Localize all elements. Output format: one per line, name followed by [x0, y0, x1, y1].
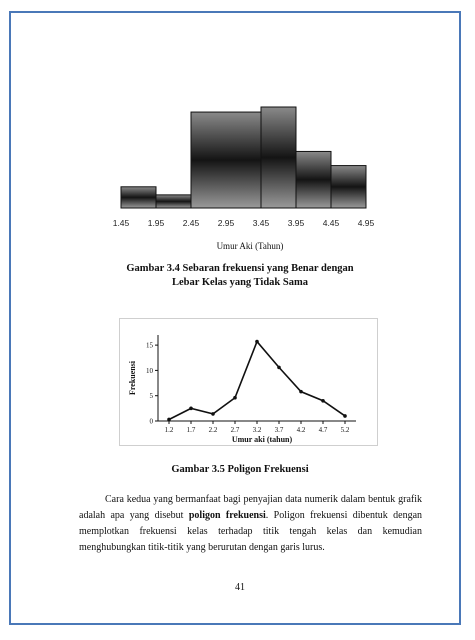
histogram-tick-label: 3.95 — [287, 218, 305, 228]
polygon-x-tick-label: 2.2 — [208, 426, 218, 434]
histogram-x-axis-label: Umur Aki (Tahun) — [216, 241, 284, 251]
page-number: 41 — [235, 582, 245, 593]
polygon-data-point — [233, 396, 237, 400]
histogram-tick-label: 4.45 — [322, 218, 340, 228]
polygon-data-point — [321, 399, 325, 403]
paragraph-text-part-1: Cara kedua yang bermanfaat bagi penyajian data numerik dalam bentuk grafik adalah apa yang disebut — [79, 494, 422, 521]
polygon-x-tick-label: 4.2 — [296, 426, 306, 434]
polygon-series-line — [169, 342, 345, 420]
polygon-y-tick-label: 10 — [146, 366, 153, 375]
body-paragraph — [79, 492, 422, 556]
polygon-data-point — [299, 390, 303, 394]
polygon-x-tick-label: 3.2 — [252, 426, 262, 434]
polygon-y-tick-label: 5 — [149, 392, 153, 401]
polygon-x-tick-label: 4.7 — [318, 426, 328, 434]
paragraph-text-part-2: . Poligon frekuensi dibentuk dengan memplotkan frekuensi kelas terhadap titik tengah kelas dan kemudian menghubungkan titik-titik yang berurutan dengan garis lurus. — [79, 510, 423, 553]
polygon-y-tick-label: 0 — [149, 417, 153, 426]
polygon-x-tick-label: 3.7 — [274, 426, 284, 434]
figure-3-4-caption-line-2: Lebar Kelas yang Tidak Sama — [172, 277, 308, 288]
figure-3-5-caption: Gambar 3.5 Poligon Frekuensi — [171, 464, 309, 475]
polygon-data-point — [343, 414, 347, 418]
polygon-x-axis-label: Umur aki (tahun) — [231, 435, 293, 444]
polygon-x-tick-label: 1.7 — [186, 426, 196, 434]
histogram-tick-label: 4.95 — [357, 218, 375, 228]
polygon-y-tick-label: 15 — [146, 341, 153, 350]
polygon-data-point — [211, 412, 215, 416]
histogram-tick-label: 1.95 — [147, 218, 165, 228]
polygon-x-tick-label: 2.7 — [230, 426, 240, 434]
polygon-x-tick-label: 5.2 — [340, 426, 350, 434]
polygon-data-point — [255, 340, 259, 344]
figure-3-4-caption-line-1: Gambar 3.4 Sebaran frekuensi yang Benar dengan — [126, 263, 354, 274]
polygon-data-point — [189, 407, 193, 411]
polygon-data-point — [277, 366, 281, 370]
histogram-tick-label: 1.45 — [112, 218, 130, 228]
paragraph-bold-term: poligon frekuensi — [188, 510, 266, 521]
polygon-x-tick-label: 1.2 — [164, 426, 174, 434]
histogram-tick-label: 2.95 — [217, 218, 235, 228]
polygon-data-point — [167, 418, 171, 422]
histogram-tick-label: 3.45 — [252, 218, 270, 228]
histogram-tick-label: 2.45 — [182, 218, 200, 228]
polygon-y-axis-label: Frekuensi — [128, 360, 137, 396]
